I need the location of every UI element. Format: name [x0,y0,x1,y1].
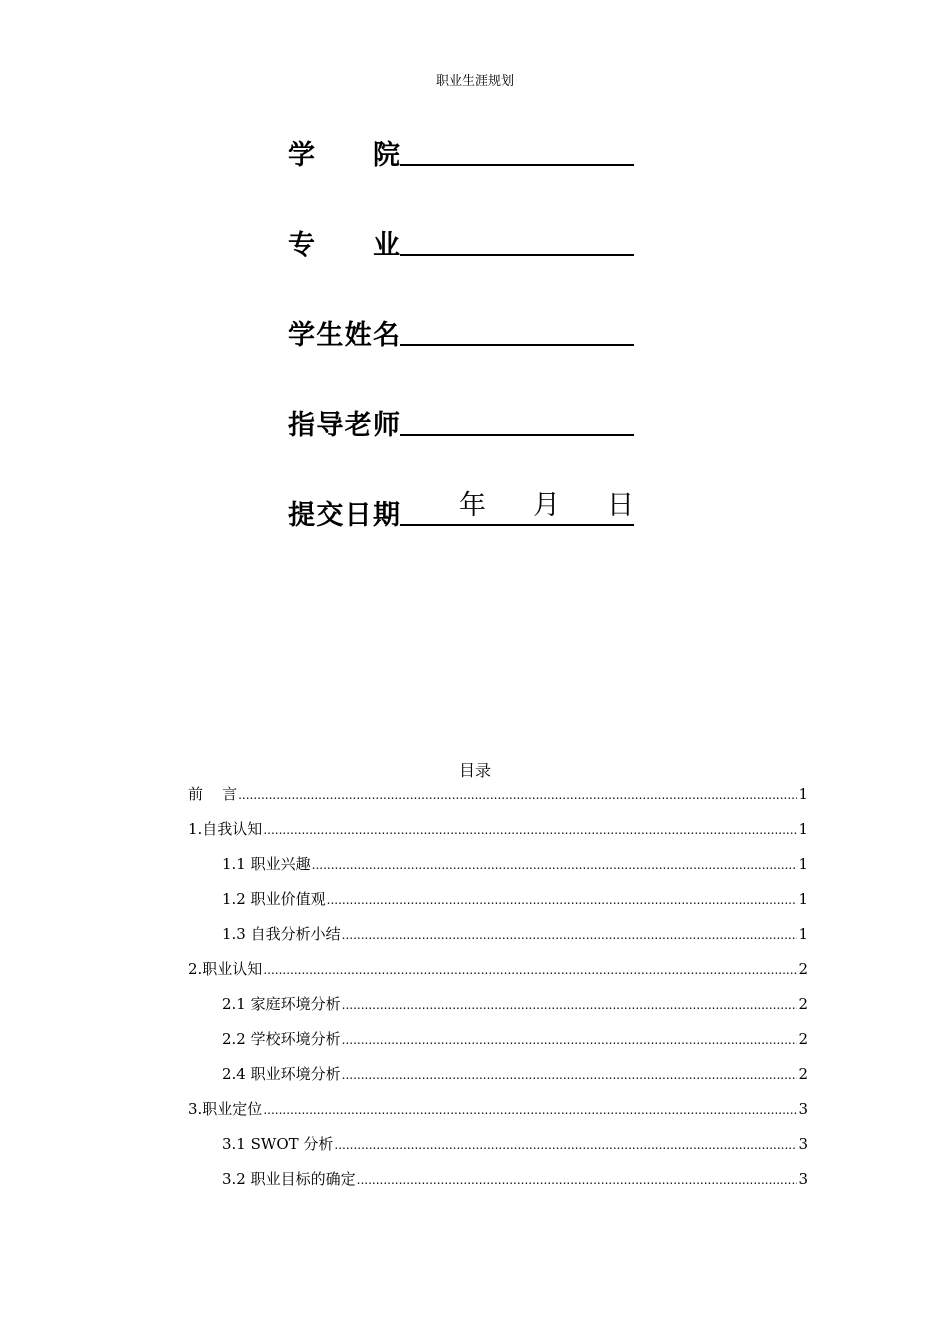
toc-page-number: 2 [798,1065,808,1083]
toc-page-number: 2 [798,960,808,978]
toc-entry-text: 1.1 职业兴趣 [222,855,311,873]
label-char: 交 [316,500,344,531]
toc-entry[interactable] [188,1029,808,1064]
cover-form [288,128,634,578]
toc-page-number: 1 [798,925,808,943]
advisor-input-line[interactable] [400,398,634,436]
label-char: 姓 [344,320,372,351]
toc-title: 目录 [458,761,491,780]
major-input-line[interactable] [400,218,634,256]
toc-entry-text: 2.职业认知 [188,960,263,978]
label-char: 师 [372,410,400,441]
form-row-major [288,218,634,264]
toc-leader-dots [334,1134,797,1155]
submit-date-label [288,498,400,534]
toc-entry-text: 3.1 SWOT 分析 [222,1135,334,1153]
toc-page-number: 1 [798,855,808,873]
label-char: 院 [373,140,400,171]
toc-page-number: 3 [798,1100,808,1118]
page-header-title: 职业生涯规划 [435,74,514,89]
label-char: 期 [372,500,400,531]
toc-page-number: 3 [798,1135,808,1153]
submit-date-input-line[interactable] [400,488,634,526]
toc-page-number: 2 [798,995,808,1013]
toc-entry-text: 前 言 [188,785,238,803]
label-char: 名 [372,320,400,351]
date-year-label: 年 [459,490,486,521]
toc-entry[interactable] [188,1169,808,1204]
toc-entry[interactable] [188,1134,808,1169]
toc-entry[interactable] [188,784,808,819]
toc-leader-dots [327,889,797,910]
label-char: 专 [288,230,315,261]
toc-page-number: 1 [798,890,808,908]
toc-entry[interactable] [188,994,808,1029]
label-char: 老 [344,410,372,441]
toc-leader-dots [263,1099,797,1120]
toc-entry[interactable] [188,924,808,959]
toc-leader-dots [342,1029,797,1050]
toc-list [188,784,808,1204]
date-day-label: 日 [607,490,634,521]
label-char: 日 [344,500,372,531]
toc-entry-text: 3.职业定位 [188,1100,263,1118]
label-char: 提 [288,500,315,531]
form-row-advisor [288,398,634,444]
label-char: 指 [288,410,315,441]
toc-leader-dots [238,784,797,805]
toc-entry-text: 3.2 职业目标的确定 [222,1170,356,1188]
table-of-contents [188,758,808,1204]
toc-entry-text: 1.2 职业价值观 [222,890,326,908]
student-name-label [288,318,400,354]
toc-page-number: 1 [798,820,808,838]
college-input-line[interactable] [400,128,634,166]
label-char: 导 [316,410,344,441]
toc-entry-text: 1.自我认知 [188,820,263,838]
toc-leader-dots [357,1169,797,1190]
toc-entry-text: 1.3 自我分析小结 [222,925,341,943]
label-char: 学 [288,320,315,351]
toc-entry-text: 2.4 职业环境分析 [222,1065,341,1083]
toc-entry[interactable] [188,1099,808,1134]
label-char: 生 [316,320,344,351]
toc-leader-dots [263,959,797,980]
label-char: 学 [288,140,315,171]
toc-leader-dots [342,924,797,945]
toc-page-number: 1 [798,785,808,803]
date-month-label: 月 [533,490,560,521]
form-row-submit-date [288,488,634,534]
toc-page-number: 2 [798,1030,808,1048]
form-row-college [288,128,634,174]
toc-leader-dots [342,994,797,1015]
major-label [288,228,400,264]
toc-entry[interactable] [188,889,808,924]
college-label [288,138,400,174]
label-char: 业 [373,230,400,261]
advisor-label [288,408,400,444]
toc-entry[interactable] [188,1064,808,1099]
toc-entry-text: 2.2 学校环境分析 [222,1030,341,1048]
toc-entry[interactable] [188,959,808,994]
toc-entry[interactable] [188,819,808,854]
toc-leader-dots [342,1064,797,1085]
toc-entry-text: 2.1 家庭环境分析 [222,995,341,1013]
student-name-input-line[interactable] [400,308,634,346]
form-row-student-name [288,308,634,354]
toc-page-number: 3 [798,1170,808,1188]
toc-leader-dots [312,854,797,875]
toc-entry[interactable] [188,854,808,889]
toc-leader-dots [263,819,797,840]
